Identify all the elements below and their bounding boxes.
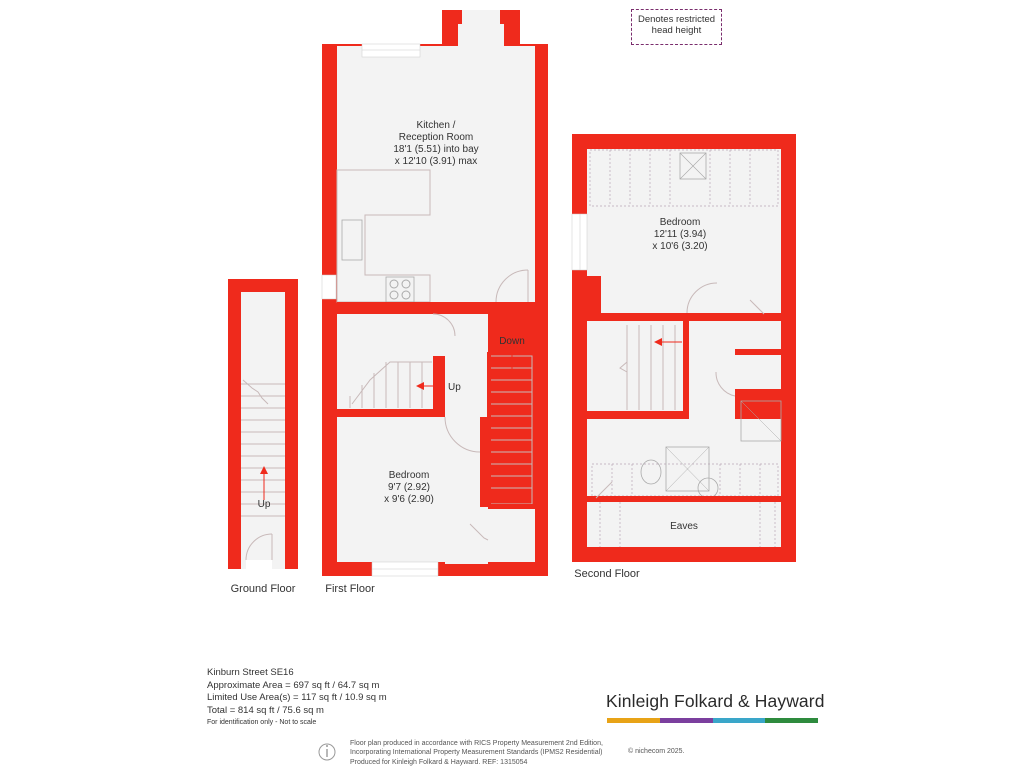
bedroom-second-label: Bedroom bbox=[659, 217, 701, 228]
brand-bar-purple bbox=[660, 718, 713, 723]
restricted-height-legend bbox=[631, 9, 722, 45]
eaves-label: Eaves bbox=[670, 521, 698, 532]
approx-area-text: Approximate Area = 697 sq ft / 64.7 sq m bbox=[207, 679, 380, 691]
bedroom-first-dimension-2: x 9'6 (2.90) bbox=[384, 494, 434, 505]
first-stair-down-label: Down bbox=[499, 336, 525, 347]
legend-line-2: head height bbox=[651, 25, 702, 36]
bedroom-second-dimension-2: x 10'6 (3.20) bbox=[652, 241, 708, 252]
first-stair-up-label: Up bbox=[448, 382, 461, 393]
kitchen-dimension-2: x 12'10 (3.91) max bbox=[394, 156, 478, 167]
second-floor-plan bbox=[572, 134, 796, 580]
first-floor-plan bbox=[322, 10, 548, 595]
address-text: Kinburn Street SE16 bbox=[207, 667, 294, 678]
brand-logo: Kinleigh Folkard & Hayward bbox=[606, 691, 825, 711]
brand-bar-orange bbox=[607, 718, 660, 723]
ground-stair-up-label: Up bbox=[257, 499, 271, 510]
footer-note bbox=[350, 739, 603, 767]
bedroom-first-label: Bedroom bbox=[388, 470, 430, 481]
ground-floor-label: Ground Floor bbox=[230, 583, 296, 595]
footer-line-1: Floor plan produced in accordance with RICS Property Measurement 2nd Edition, bbox=[350, 740, 603, 747]
legend-line-1: Denotes restricted bbox=[637, 14, 716, 25]
bedroom-first-dimension-1: 9'7 (2.92) bbox=[388, 482, 430, 493]
footer-line-2: Incorporating International Property Measurement Standards (IPMS2 Residential) bbox=[350, 749, 603, 757]
ground-floor-plan bbox=[228, 279, 298, 595]
kitchen-name-label: Kitchen / bbox=[416, 120, 456, 131]
second-floor-label: Second Floor bbox=[574, 568, 640, 580]
limited-use-text: Limited Use Area(s) = 117 sq ft / 10.9 sq m bbox=[207, 692, 387, 703]
disclaimer-text: For identification only - Not to scale bbox=[207, 719, 317, 726]
kitchen-name-label-2: Reception Room bbox=[398, 132, 474, 143]
first-floor-label: First Floor bbox=[325, 583, 375, 595]
brand-bar-green bbox=[765, 718, 818, 723]
footer-copyright: © nichecom 2025. bbox=[628, 748, 685, 755]
property-info bbox=[207, 667, 387, 730]
total-area-text: Total = 814 sq ft / 75.6 sq m bbox=[207, 704, 324, 716]
kitchen-dimension-1: 18'1 (5.51) into bay bbox=[393, 144, 479, 155]
footer-line-3: Produced for Kinleigh Folkard & Hayward. REF: 1315054 bbox=[350, 758, 528, 766]
brand-bar-blue bbox=[713, 718, 766, 723]
brand-color-bar bbox=[607, 718, 818, 723]
bedroom-second-dimension-1: 12'11 (3.94) bbox=[653, 229, 707, 240]
